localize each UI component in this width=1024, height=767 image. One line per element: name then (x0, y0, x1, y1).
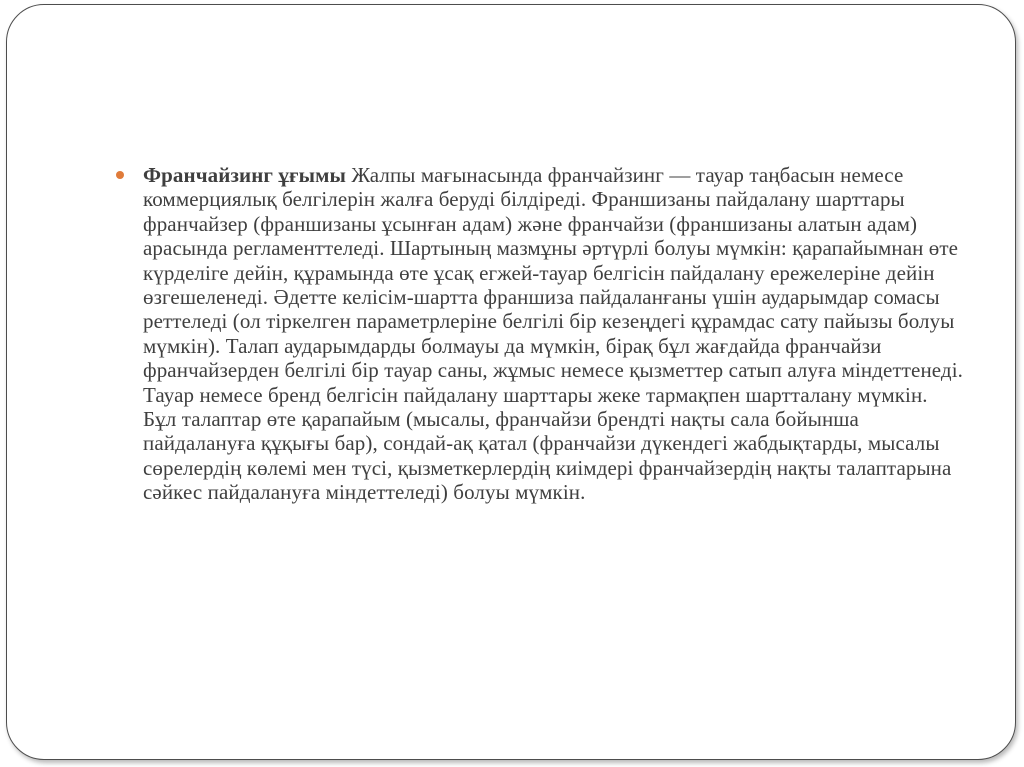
slide-frame (6, 4, 1016, 760)
bullet-dot-icon (116, 171, 124, 179)
bullet-term: Франчайзинг ұғымы (143, 163, 347, 187)
bullet-item (116, 163, 966, 505)
bullet-text: Жалпы мағынасында франчайзинг — тауар таңбасын немесе коммерциялық белгілерін жалға беруді білдіреді. Франшизаны пайдалану шарттары франчайзер (франшизаны ұсынған адам) және франчайзи (франшизаны алатын адам) арасында регламенттеледі. Шартының мазмұны әртүрлі болуы мүмкін: қарапайымнан өте күрделіге дейін, құрамында өте ұсақ егжей-тауар белгісін пайдалану ережелеріне дейін өзгешеленеді. Әдетте келісім-шартта франшиза пайдаланғаны үшін аударымдар сомасы реттеледі (ол тіркелген параметрлеріне белгілі бір кезеңдегі құрамдас сату пайызы болуы мүмкін). Талап аударымдарды болмауы да мүмкін, бірақ бұл жағдайда франчайзи франчайзерден белгілі бір тауар саны, жұмыс немесе қызметтер сатып алуға міндеттенеді. Тауар немесе бренд белгісін пайдалану шарттары жеке тармақпен шартталану мүмкін. Бұл талаптар өте қарапайым (мысалы, франчайзи брендті нақты сала бойынша пайдалануға құқығы бар), сондай-ақ қатал (франчайзи дүкендегі жабдықтарды, мысалы сөрелердің көлемі мен түсі, қызметкерлердің киімдері франчайзердің нақты талаптарына сәйкес пайдалануға міндеттеледі) болуы мүмкін. (143, 163, 963, 505)
slide-content (116, 163, 966, 505)
